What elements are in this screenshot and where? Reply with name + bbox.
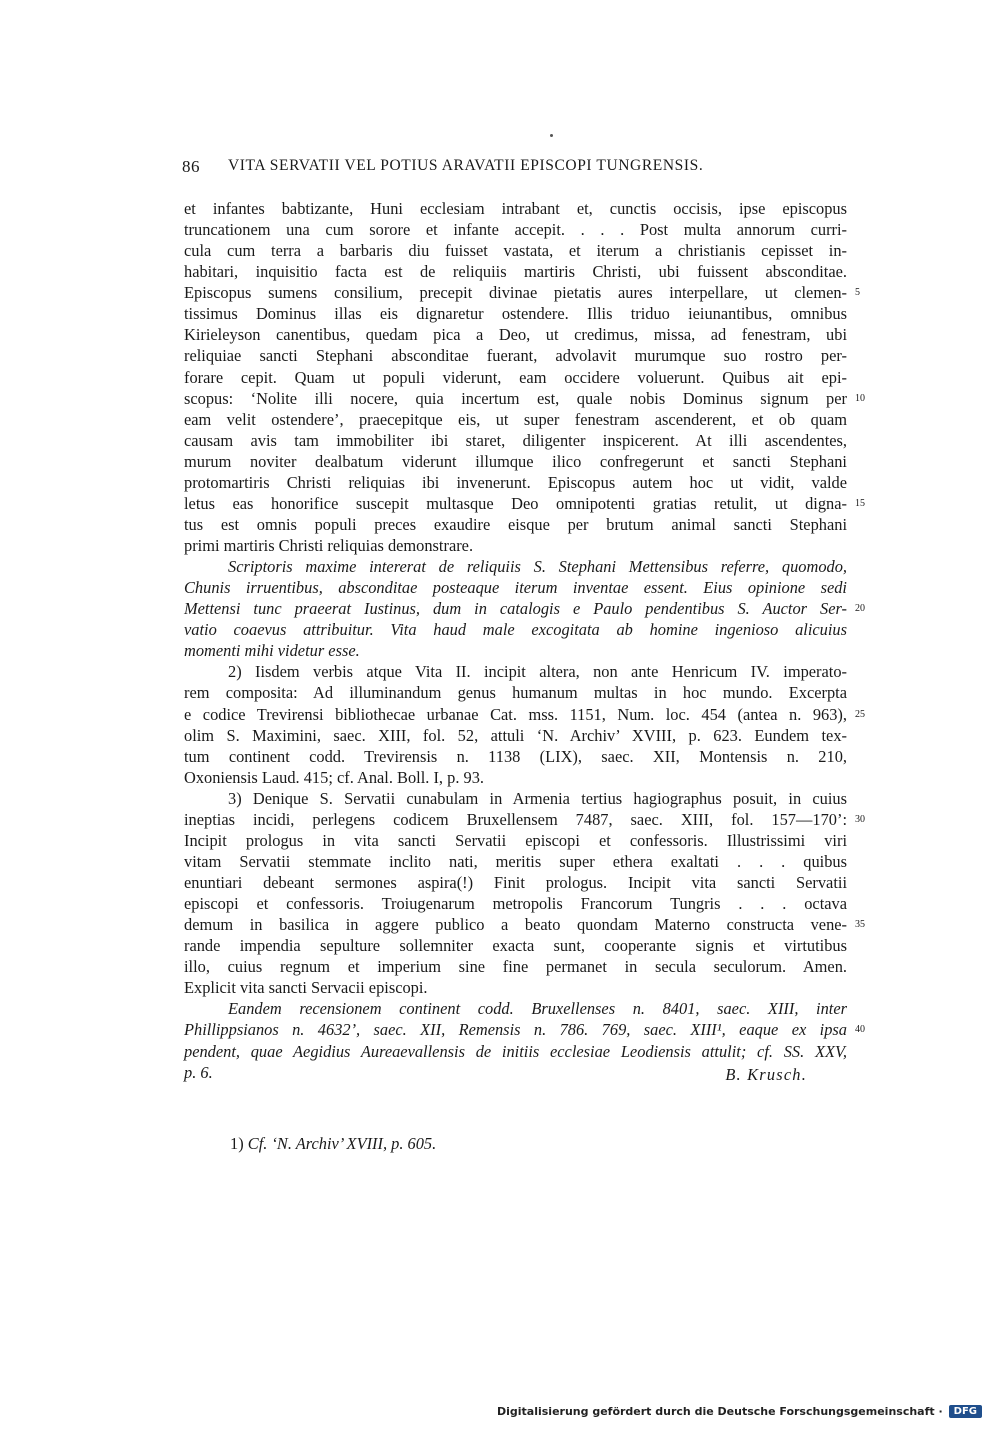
line-text: letus eas honorifice suscepit multasque Deo omnipotenti gratias retulit, ut digna-	[184, 493, 847, 513]
text-line	[184, 830, 847, 851]
line-text: tus est omnis populi preces exaudire eisque per brutum animal sancti Stephani	[184, 514, 847, 534]
text-line	[184, 198, 847, 219]
text-line	[184, 345, 847, 366]
line-text: demum in basilica in aggere publico a beato quondam Materno constructa vene-	[184, 915, 847, 935]
text-line	[184, 261, 847, 282]
text-line	[184, 430, 847, 451]
line-text: primi martiris Christi reliquias demonstrare.	[184, 536, 474, 555]
line-text: causam avis tam immobiliter ibi staret, diligenter inspicerent. At illi ascendentes,	[184, 430, 847, 450]
page-header	[182, 157, 848, 181]
line-text: protomartiris Christi reliquias ibi invenerunt. Episcopus autem hoc ut vidit, valde	[184, 472, 847, 492]
line-number: 10	[855, 392, 865, 404]
text-line	[184, 767, 847, 788]
line-text: p. 6.	[184, 1062, 213, 1082]
author-signature: B. Krusch.	[725, 1064, 807, 1084]
text-line	[184, 682, 847, 703]
page-body	[184, 198, 865, 1084]
line-text: vitam Servatii stemmate inclito nati, meritis super ethera exaltati . . . quibus	[184, 851, 847, 871]
text-line	[184, 704, 865, 725]
text-line	[184, 598, 865, 619]
line-text: murum noviter dealbatum viderunt illumque ilico confregerunt et sancti Stephani	[184, 451, 847, 471]
text-line	[184, 851, 847, 872]
text-line	[184, 472, 847, 493]
line-number: 40	[855, 1024, 865, 1036]
text-line	[184, 282, 860, 303]
line-text: cula cum terra a barbaris diu fuisset vastata, et iterum a christianis cepisset in-	[184, 241, 847, 261]
text-line	[184, 1041, 847, 1062]
line-text: rem composita: Ad illuminandum genus humanum multas in hoc mundo. Excerpta	[184, 683, 847, 703]
text-line	[184, 725, 847, 746]
line-text: eam velit ostendere’, praecepitque eis, ut super fenestram ascenderent, et ob quam	[184, 409, 847, 429]
text-line	[184, 367, 847, 388]
text-line	[184, 388, 865, 409]
credit-text: Digitalisierung gefördert durch die Deutsche Forschungsgemeinschaft ·	[496, 1405, 943, 1418]
line-text: Eandem recensionem continent codd. Bruxellenses n. 8401, saec. XIII, inter	[228, 999, 847, 1019]
line-text: scopus: ‘Nolite illi nocere, quia incertum est, quale nobis Dominus signum per	[184, 388, 847, 408]
text-line	[184, 493, 865, 514]
line-text: tum continent codd. Trevirensis n. 1138 (LIX), saec. XII, Montensis n. 210,	[184, 746, 847, 766]
text-line	[184, 303, 847, 324]
text-line	[184, 219, 847, 240]
line-text: vatio coaevus attribuitur. Vita haud male excogitata ab homine ingenioso alicuius	[184, 620, 847, 640]
page-number: 86	[182, 157, 200, 176]
line-text: tissimus Dominus illas eis dignaretur ostendere. Illis triduo ieiunantibus, omnibus	[184, 304, 847, 324]
line-text: Phillippsianos n. 4632’, saec. XII, Remensis n. 786. 769, saec. XIII¹, eaque ex ipsa	[184, 1020, 847, 1040]
line-number: 20	[855, 603, 865, 615]
text-line	[184, 872, 847, 893]
line-text: Episcopus sumens consilium, precepit divinae pietatis aures interpellare, ut clemen-	[184, 283, 847, 303]
line-text: Chunis irruentibus, absconditae posteaque iterum inventae essent. Eius opinione sedi	[184, 578, 847, 598]
text-line	[184, 661, 847, 682]
line-text: pendent, quae Aegidius Aureaevallensis de initiis ecclesiae Leodiensis attulit; cf. SS. XXV,	[184, 1041, 847, 1061]
text-line	[184, 1019, 865, 1040]
text-line	[184, 535, 847, 556]
text-line	[184, 451, 847, 472]
text-line	[184, 556, 847, 577]
line-text: truncationem una cum sorore et infante accepit. . . . Post multa annorum curri-	[184, 220, 847, 240]
line-text: Kirieleyson canentibus, quedam pica a Deo, ut credimus, missa, ad fenestram, ubi	[184, 325, 847, 345]
line-text: Incipit prologus in vita sancti Servatii episcopi et confessoris. Illustrissimi viri	[184, 830, 847, 850]
line-text: reliquiae sancti Stephani absconditae fuerant, advolavit murumque suo rostro per-	[184, 346, 847, 366]
text-line	[184, 1062, 847, 1083]
text-line	[184, 956, 847, 977]
line-text: Oxoniensis Laud. 415; cf. Anal. Boll. I, p. 93.	[184, 767, 485, 787]
line-text: enuntiari debeant sermones aspira(!) Finit prologus. Incipit vita sancti Servatii	[184, 873, 847, 892]
line-text: 3) Denique S. Servatii cunabulam in Armenia tertius hagiographus posuit, in cuius	[228, 788, 847, 808]
text-line	[184, 977, 847, 998]
line-text: episcopi et confessoris. Troiugenarum metropolis Francorum Tungris . . . octava	[184, 894, 847, 914]
line-text: 2) Iisdem verbis atque Vita II. incipit altera, non ante Henricum IV. imperato-	[228, 662, 847, 682]
line-number: 15	[855, 497, 865, 509]
line-text: Scriptoris maxime intererat de reliquiis S. Stephani Mettensibus referre, quomodo,	[228, 557, 847, 577]
footnote-marker: 1)	[230, 1134, 244, 1153]
line-text: momenti mihi videtur esse.	[184, 641, 360, 661]
text-line	[184, 809, 865, 830]
line-text: Explicit vita sancti Servacii episcopi.	[184, 978, 428, 998]
text-line	[184, 514, 847, 535]
line-text: forare cepit. Quam ut populi viderunt, eam occidere voluerunt. Quibus ait epi-	[184, 367, 847, 387]
line-text: e codice Trevirensi bibliothecae urbanae Cat. mss. 1151, Num. loc. 454 (antea n. 963),	[184, 704, 847, 724]
page-dot-mark	[550, 134, 553, 137]
line-number: 5	[855, 287, 860, 299]
text-line	[184, 935, 847, 956]
line-number: 30	[855, 813, 865, 825]
footnote	[230, 1134, 436, 1154]
text-line	[184, 998, 847, 1019]
text-line	[184, 240, 847, 261]
line-text: olim S. Maximini, saec. XIII, fol. 52, attuli ‘N. Archiv’ XVIII, p. 623. Eundem tex-	[184, 725, 847, 745]
line-text: ineptias incidi, perlegens codicem Bruxellensem 7487, saec. XIII, fol. 157—170’:	[184, 809, 847, 829]
text-line	[184, 640, 847, 661]
footnote-text: Cf. ‘N. Archiv’ XVIII, p. 605.	[247, 1134, 437, 1153]
text-line	[184, 788, 847, 809]
text-line	[184, 324, 847, 345]
running-title: VITA SERVATII VEL POTIUS ARAVATII EPISCOPI TUNGRENSIS.	[228, 157, 704, 174]
dfg-logo-icon: DFG	[949, 1405, 982, 1418]
line-text: et infantes babtizante, Huni ecclesiam intrabant et, cunctis occisis, ipse episcopus	[184, 199, 847, 218]
line-text: rande impendia sepulture sollemniter exacta sunt, cooperante signis et virtutibus	[184, 936, 847, 956]
line-number: 25	[855, 708, 865, 720]
line-text: Mettensi tunc praeerat Iustinus, dum in catalogis e Paulo pendentibus S. Auctor Ser-	[184, 599, 847, 619]
line-text: illo, cuius regnum et imperium sine fine permanet in secula seculorum. Amen.	[184, 957, 847, 977]
text-line	[184, 914, 865, 935]
text-line	[184, 619, 847, 640]
text-line	[184, 893, 847, 914]
line-number: 35	[855, 919, 865, 931]
digitization-credit	[497, 1405, 982, 1418]
text-line	[184, 409, 847, 430]
line-text: habitari, inquisitio facta est de reliquiis martiris Christi, ubi fuissent absconditae.	[184, 262, 847, 282]
text-line	[184, 746, 847, 767]
text-line	[184, 577, 847, 598]
